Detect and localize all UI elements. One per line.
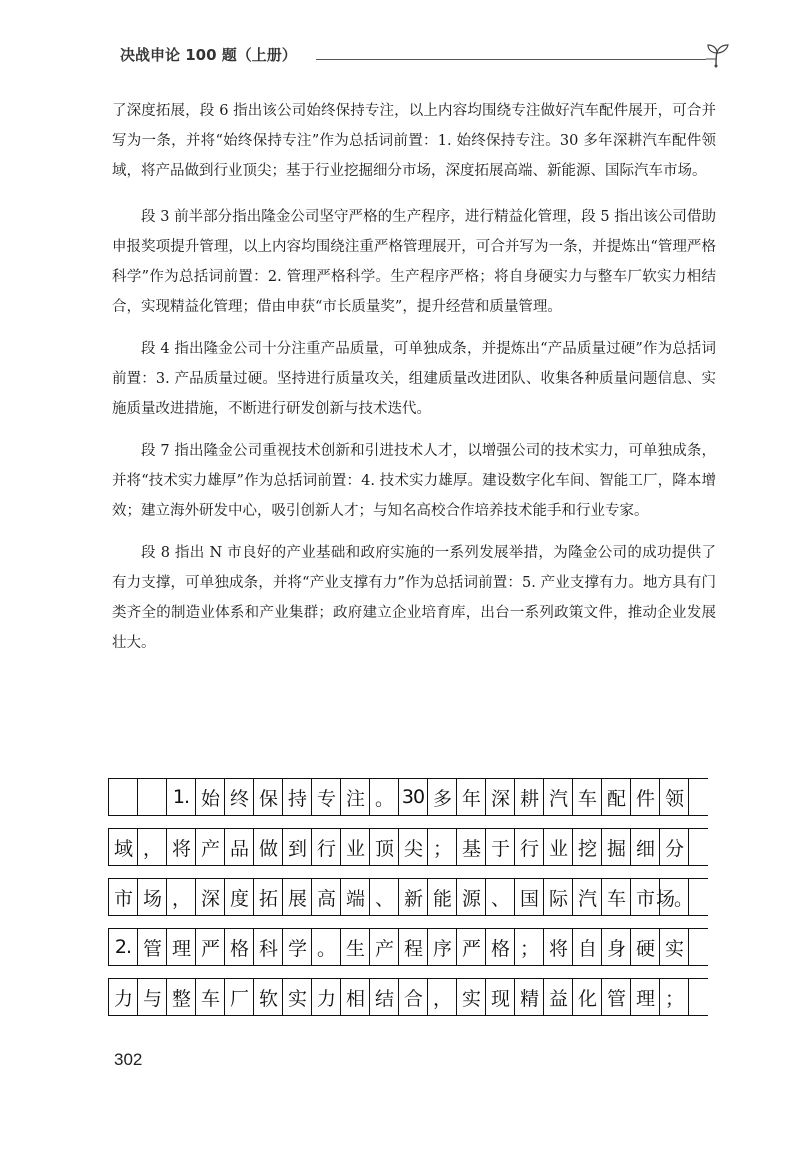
grid-cell: 生 xyxy=(341,929,370,965)
grid-cell: 产 xyxy=(370,929,399,965)
header-divider xyxy=(316,59,706,60)
grid-cell: 实 xyxy=(457,979,486,1015)
grid-cell: 源 xyxy=(457,879,486,915)
grid-cell: 产 xyxy=(196,829,225,865)
grid-cell: 始 xyxy=(196,779,225,815)
grid-cell: 理 xyxy=(167,929,196,965)
grid-cell: 程 xyxy=(399,929,428,965)
grid-cell: 耕 xyxy=(515,779,544,815)
grid-cell: 年 xyxy=(457,779,486,815)
grid-cell: 件 xyxy=(631,779,660,815)
answer-explanation xyxy=(112,96,716,670)
grid-cell: 域 xyxy=(109,829,138,865)
grid-cell: 端 xyxy=(341,879,370,915)
grid-cell: 格 xyxy=(486,929,515,965)
grid-cell: 注 xyxy=(341,779,370,815)
grid-cell: 力 xyxy=(109,979,138,1015)
grid-cell: 厂 xyxy=(225,979,254,1015)
grid-cell: 软 xyxy=(254,979,283,1015)
grid-cell: 深 xyxy=(196,879,225,915)
grid-cell: 品 xyxy=(225,829,254,865)
grid-cell: 深 xyxy=(486,779,515,815)
grid-cell: 管 xyxy=(602,979,631,1015)
grid-cell: 车 xyxy=(602,879,631,915)
grid-cell: 业 xyxy=(544,829,573,865)
grid-cell: ； xyxy=(428,829,457,865)
grid-cell: 保 xyxy=(254,779,283,815)
grid-cell: 专 xyxy=(312,779,341,815)
grid-cell: 理 xyxy=(631,979,660,1015)
grid-cell: 能 xyxy=(428,879,457,915)
grid-cell: ， xyxy=(167,879,196,915)
grid-cell: 。 xyxy=(312,929,341,965)
running-header xyxy=(120,42,730,72)
grid-cell: 合 xyxy=(399,979,428,1015)
grid-cell: 自 xyxy=(573,929,602,965)
grid-cell: 做 xyxy=(254,829,283,865)
grid-cell: 管 xyxy=(138,929,167,965)
grid-cell: 国 xyxy=(515,879,544,915)
grid-cell xyxy=(138,779,167,815)
grid-cell: 场。 xyxy=(660,879,689,915)
grid-cell: 细 xyxy=(631,829,660,865)
grid-cell: 汽 xyxy=(573,879,602,915)
grid-cell: 严 xyxy=(196,929,225,965)
grid-cell: 益 xyxy=(544,979,573,1015)
grid-cell: 新 xyxy=(399,879,428,915)
grid-cell: 学 xyxy=(283,929,312,965)
grid-cell: 力 xyxy=(312,979,341,1015)
grid-cell: 、 xyxy=(370,879,399,915)
grid-row xyxy=(108,878,708,916)
grid-cell: 格 xyxy=(225,929,254,965)
grid-cell: 化 xyxy=(573,979,602,1015)
grid-cell: 于 xyxy=(486,829,515,865)
page-number: 302 xyxy=(114,1050,143,1069)
grid-cell: 分 xyxy=(660,829,689,865)
grid-cell: 终 xyxy=(225,779,254,815)
grid-cell: 科 xyxy=(254,929,283,965)
grid-cell: ， xyxy=(428,979,457,1015)
grid-row xyxy=(108,828,708,866)
grid-cell: 严 xyxy=(457,929,486,965)
grid-cell: 市 xyxy=(631,879,660,915)
grid-cell: 。 xyxy=(370,779,399,815)
grid-cell: 基 xyxy=(457,829,486,865)
grid-cell: 度 xyxy=(225,879,254,915)
grid-cell: 车 xyxy=(196,979,225,1015)
grid-cell: ； xyxy=(660,979,689,1015)
grid-cell: 配 xyxy=(602,779,631,815)
grid-cell: 30 xyxy=(399,779,428,815)
grid-cell: 掘 xyxy=(602,829,631,865)
grid-cell: 多 xyxy=(428,779,457,815)
grid-row xyxy=(108,978,708,1016)
grid-cell: 精 xyxy=(515,979,544,1015)
grid-cell: 持 xyxy=(283,779,312,815)
grid-cell: 与 xyxy=(138,979,167,1015)
grid-cell: 、 xyxy=(486,879,515,915)
grid-cell: 展 xyxy=(283,879,312,915)
sprout-icon xyxy=(702,42,732,70)
grid-cell: 相 xyxy=(341,979,370,1015)
book-title: 决战申论 100 题（上册） xyxy=(120,46,297,64)
paragraph-quality: 段 4 指出隆金公司十分注重产品质量，可单独成条，并提炼出“产品质量过硬”作为总括词前置：3. 产品质量过硬。坚持进行质量攻关，组建质量改进团队、收集各种质量问题信息、实施质量改进措施，不断进行研发创新与技术迭代。 xyxy=(112,341,716,417)
paragraph-management: 段 3 前半部分指出隆金公司坚守严格的生产程序，进行精益化管理，段 5 指出该公司借助申报奖项提升管理，以上内容均围绕注重严格管理展开，可合并写为一条，并提炼出“管理严格科学”作为总括词前置：2. 管理严格科学。生产程序严格；将自身硬实力与整车厂软实力相结合，实现精益化管理；借由申获“市长质量奖”，提升经营和质量管理。 xyxy=(112,209,716,315)
grid-cell: 序 xyxy=(428,929,457,965)
grid-cell: 到 xyxy=(283,829,312,865)
grid-cell: ； xyxy=(515,929,544,965)
grid-cell xyxy=(109,779,138,815)
grid-cell: 高 xyxy=(312,879,341,915)
grid-cell: 汽 xyxy=(544,779,573,815)
grid-cell: 拓 xyxy=(254,879,283,915)
grid-cell: 2. xyxy=(109,929,138,965)
grid-cell: 顶 xyxy=(370,829,399,865)
grid-cell: 业 xyxy=(341,829,370,865)
grid-cell: ， xyxy=(138,829,167,865)
grid-cell: 场 xyxy=(138,879,167,915)
grid-cell: 实 xyxy=(660,929,689,965)
paragraph-industry-support: 段 8 指出 N 市良好的产业基础和政府实施的一系列发展举措，为隆金公司的成功提供了有力支撑，可单独成条，并将“产业支撑有力”作为总括词前置：5. 产业支撑有力。地方具有门类齐全的制造业体系和产业集群；政府建立企业培育库，出台一系列政策文件，推动企业发展壮大。 xyxy=(112,545,716,651)
grid-row xyxy=(108,928,708,966)
grid-cell: 尖 xyxy=(399,829,428,865)
grid-cell: 身 xyxy=(602,929,631,965)
grid-cell: 市 xyxy=(109,879,138,915)
grid-cell: 实 xyxy=(283,979,312,1015)
grid-cell: 挖 xyxy=(573,829,602,865)
grid-cell: 将 xyxy=(167,829,196,865)
grid-cell: 行 xyxy=(515,829,544,865)
paragraph-continued: 了深度拓展，段 6 指出该公司始终保持专注，以上内容均围绕专注做好汽车配件展开，可合并写为一条，并将“始终保持专注”作为总括词前置：1. 始终保持专注。30 多年深耕汽车配件领域，将产品做到行业顶尖；基于行业挖掘细分市场，深度拓展高端、新能源、国际汽车市场。 xyxy=(112,103,716,179)
grid-cell: 车 xyxy=(573,779,602,815)
grid-cell: 领 xyxy=(660,779,689,815)
grid-row xyxy=(108,778,708,816)
grid-cell: 结 xyxy=(370,979,399,1015)
grid-cell: 整 xyxy=(167,979,196,1015)
grid-cell: 将 xyxy=(544,929,573,965)
grid-cell: 1. xyxy=(167,779,196,815)
grid-cell: 行 xyxy=(312,829,341,865)
handwritten-answer-grid xyxy=(108,778,708,1028)
grid-cell: 际 xyxy=(544,879,573,915)
paragraph-technology: 段 7 指出隆金公司重视技术创新和引进技术人才，以增强公司的技术实力，可单独成条，并将“技术实力雄厚”作为总括词前置：4. 技术实力雄厚。建设数字化车间、智能工厂，降本增效；建立海外研发中心，吸引创新人才；与知名高校合作培养技术能手和行业专家。 xyxy=(112,443,716,519)
grid-cell: 现 xyxy=(486,979,515,1015)
grid-cell: 硬 xyxy=(631,929,660,965)
